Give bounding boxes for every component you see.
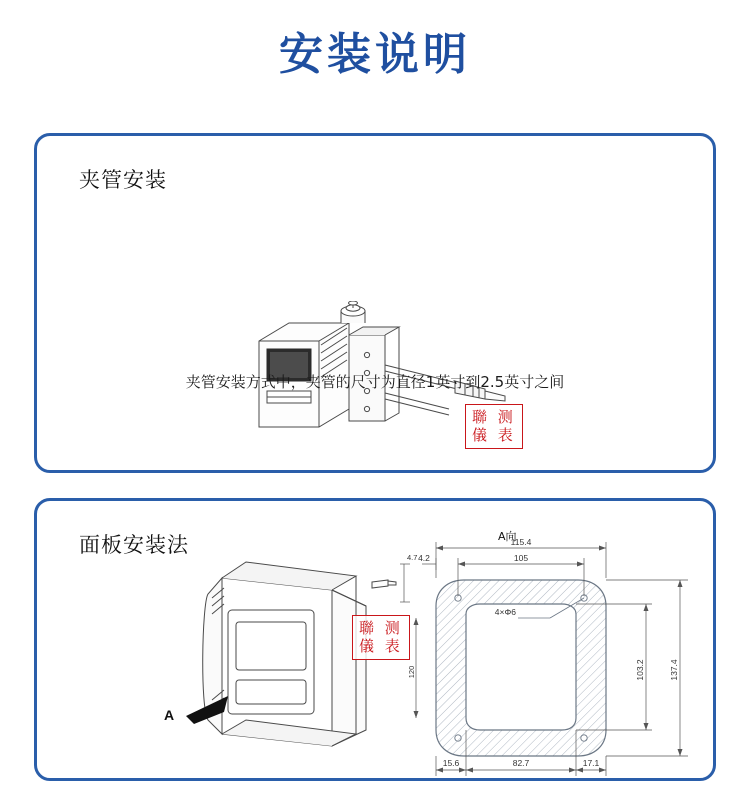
panel-title-panelmount: 面板安装法: [79, 533, 189, 557]
direction-label-a: A: [164, 707, 175, 723]
brand-line-1: 聯 测: [359, 619, 403, 637]
dim-left-vertical: 120: [407, 665, 416, 679]
panel-title-clamp: 夹管安装: [79, 168, 167, 192]
dim-top-left-small: 4.2: [418, 553, 430, 563]
caption-clamp-mount: 夹管安装方式中，夹管的尺寸为直径1英寸到2.5英寸之间: [185, 373, 565, 391]
brand-line-2: 儀 表: [472, 426, 516, 444]
view-label-a: A向: [498, 530, 517, 543]
brand-watermark: [465, 404, 523, 449]
page-title: 安装说明: [279, 29, 471, 80]
brand-line-2: 儀 表: [359, 637, 403, 655]
dim-bottom-center: 82.7: [512, 758, 530, 768]
dim-screw-height: 4.7: [407, 553, 418, 562]
dim-right-inner: 103.2: [635, 659, 645, 681]
dim-bottom-left: 15.6: [442, 758, 460, 768]
dim-right-outer: 137.4: [669, 659, 679, 681]
dim-top-inner: 105: [513, 553, 529, 563]
dim-bottom-right: 17.1: [582, 758, 600, 768]
panel-clamp-mount: [34, 133, 716, 473]
dim-top-outer: 115.4: [510, 537, 532, 547]
brand-watermark-2: [352, 615, 410, 660]
hole-note: 4×Φ6: [494, 607, 516, 617]
cutout-dimension-drawing: [400, 518, 710, 783]
brand-line-1: 聯 测: [472, 408, 516, 426]
